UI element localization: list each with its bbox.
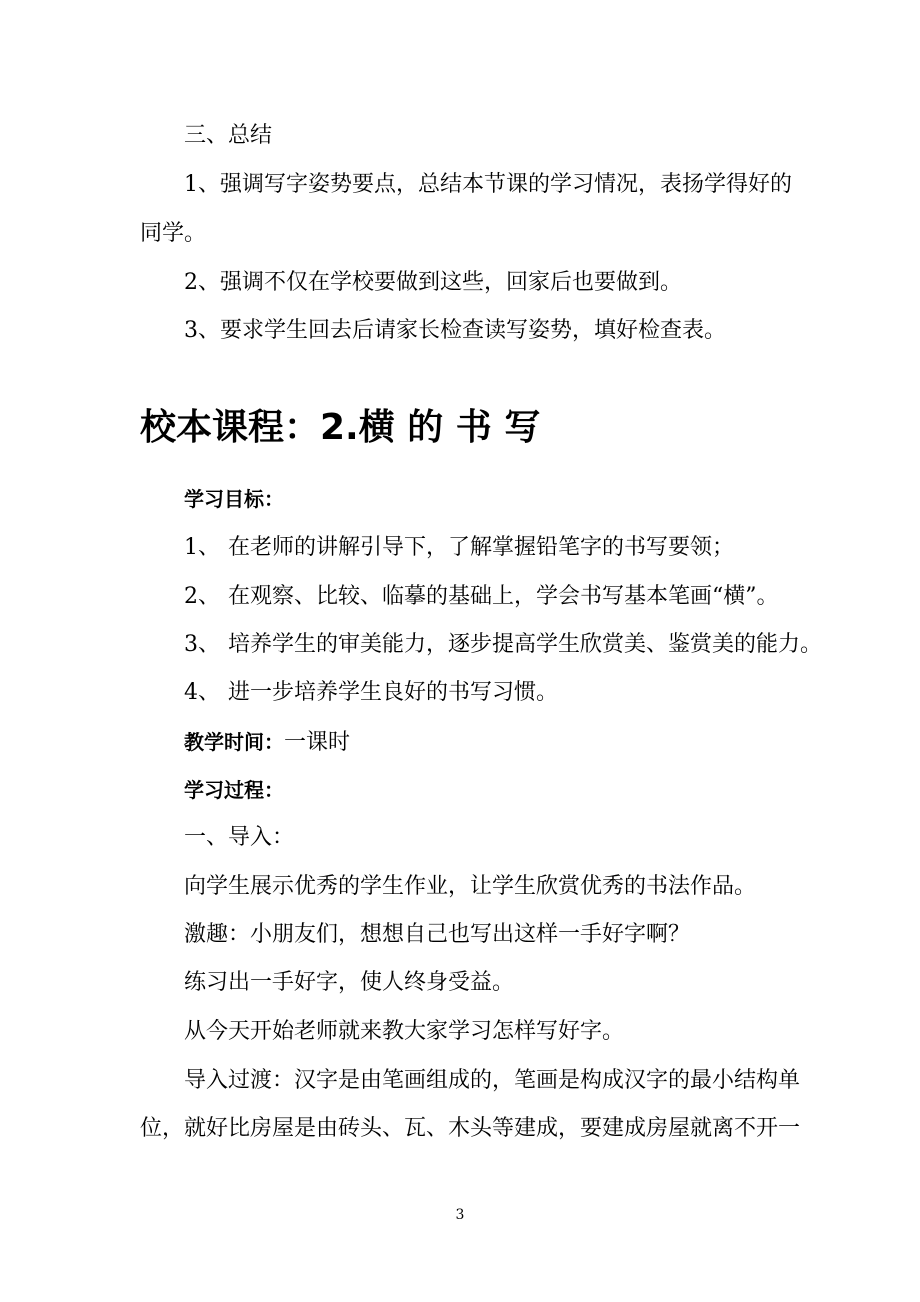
goal-number: 2、 bbox=[184, 584, 220, 609]
intro-line-1: 向学生展示优秀的学生作业，让学生欣赏优秀的书法作品。 bbox=[184, 874, 757, 899]
goal-number: 3、 bbox=[184, 632, 220, 657]
transition-line-1: 导入过渡：汉字是由笔画组成的，笔画是构成汉字的最小结构单 bbox=[184, 1068, 801, 1093]
teaching-time-label: 教学时间： bbox=[184, 730, 284, 754]
goal-number: 4、 bbox=[184, 680, 220, 705]
summary-item-1-line-1: 1、强调写字姿势要点，总结本节课的学习情况，表扬学得好的 bbox=[184, 172, 792, 197]
teaching-time-value: 一课时 bbox=[284, 730, 351, 755]
intro-line-4: 从今天开始老师就来教大家学习怎样写好字。 bbox=[184, 1019, 625, 1044]
process-label: 学习过程： bbox=[184, 778, 284, 802]
intro-line-2: 激趣：小朋友们，想想自己也写出这样一手好字啊？ bbox=[184, 922, 691, 947]
goal-text: 进一步培养学生良好的书写习惯。 bbox=[228, 680, 559, 705]
summary-item-2: 2、强调不仅在学校要做到这些，回家后也要做到。 bbox=[184, 270, 682, 295]
transition-line-2: 位，就好比房屋是由砖头、瓦、木头等建成，要建成房屋就离不开一 bbox=[140, 1116, 801, 1141]
goal-number: 1、 bbox=[184, 535, 220, 560]
goal-item-4 bbox=[184, 678, 558, 708]
teaching-time bbox=[184, 727, 350, 758]
goal-item-1 bbox=[184, 533, 734, 563]
summary-item-3: 3、要求学生回去后请家长检查读写姿势，填好检查表。 bbox=[184, 318, 726, 343]
goal-text: 在老师的讲解引导下，了解掌握铅笔字的书写要领； bbox=[228, 535, 735, 560]
goal-text: 在观察、比较、临摹的基础上，学会书写基本笔画“横”。 bbox=[228, 584, 779, 609]
intro-heading: 一、导入： bbox=[184, 825, 295, 850]
goal-text: 培养学生的审美能力，逐步提高学生欣赏美、鉴赏美的能力。 bbox=[228, 632, 823, 657]
summary-item-1-line-2: 同学。 bbox=[140, 221, 207, 246]
summary-heading: 三、总结 bbox=[184, 123, 273, 148]
course-title: 校本课程：2.横 的 书 写 bbox=[140, 407, 541, 448]
goals-label: 学习目标： bbox=[184, 487, 284, 511]
goal-item-2 bbox=[184, 582, 779, 612]
goal-item-3 bbox=[184, 630, 822, 660]
intro-line-3: 练习出一手好字，使人终身受益。 bbox=[184, 970, 515, 995]
page-number: 3 bbox=[455, 1207, 465, 1223]
